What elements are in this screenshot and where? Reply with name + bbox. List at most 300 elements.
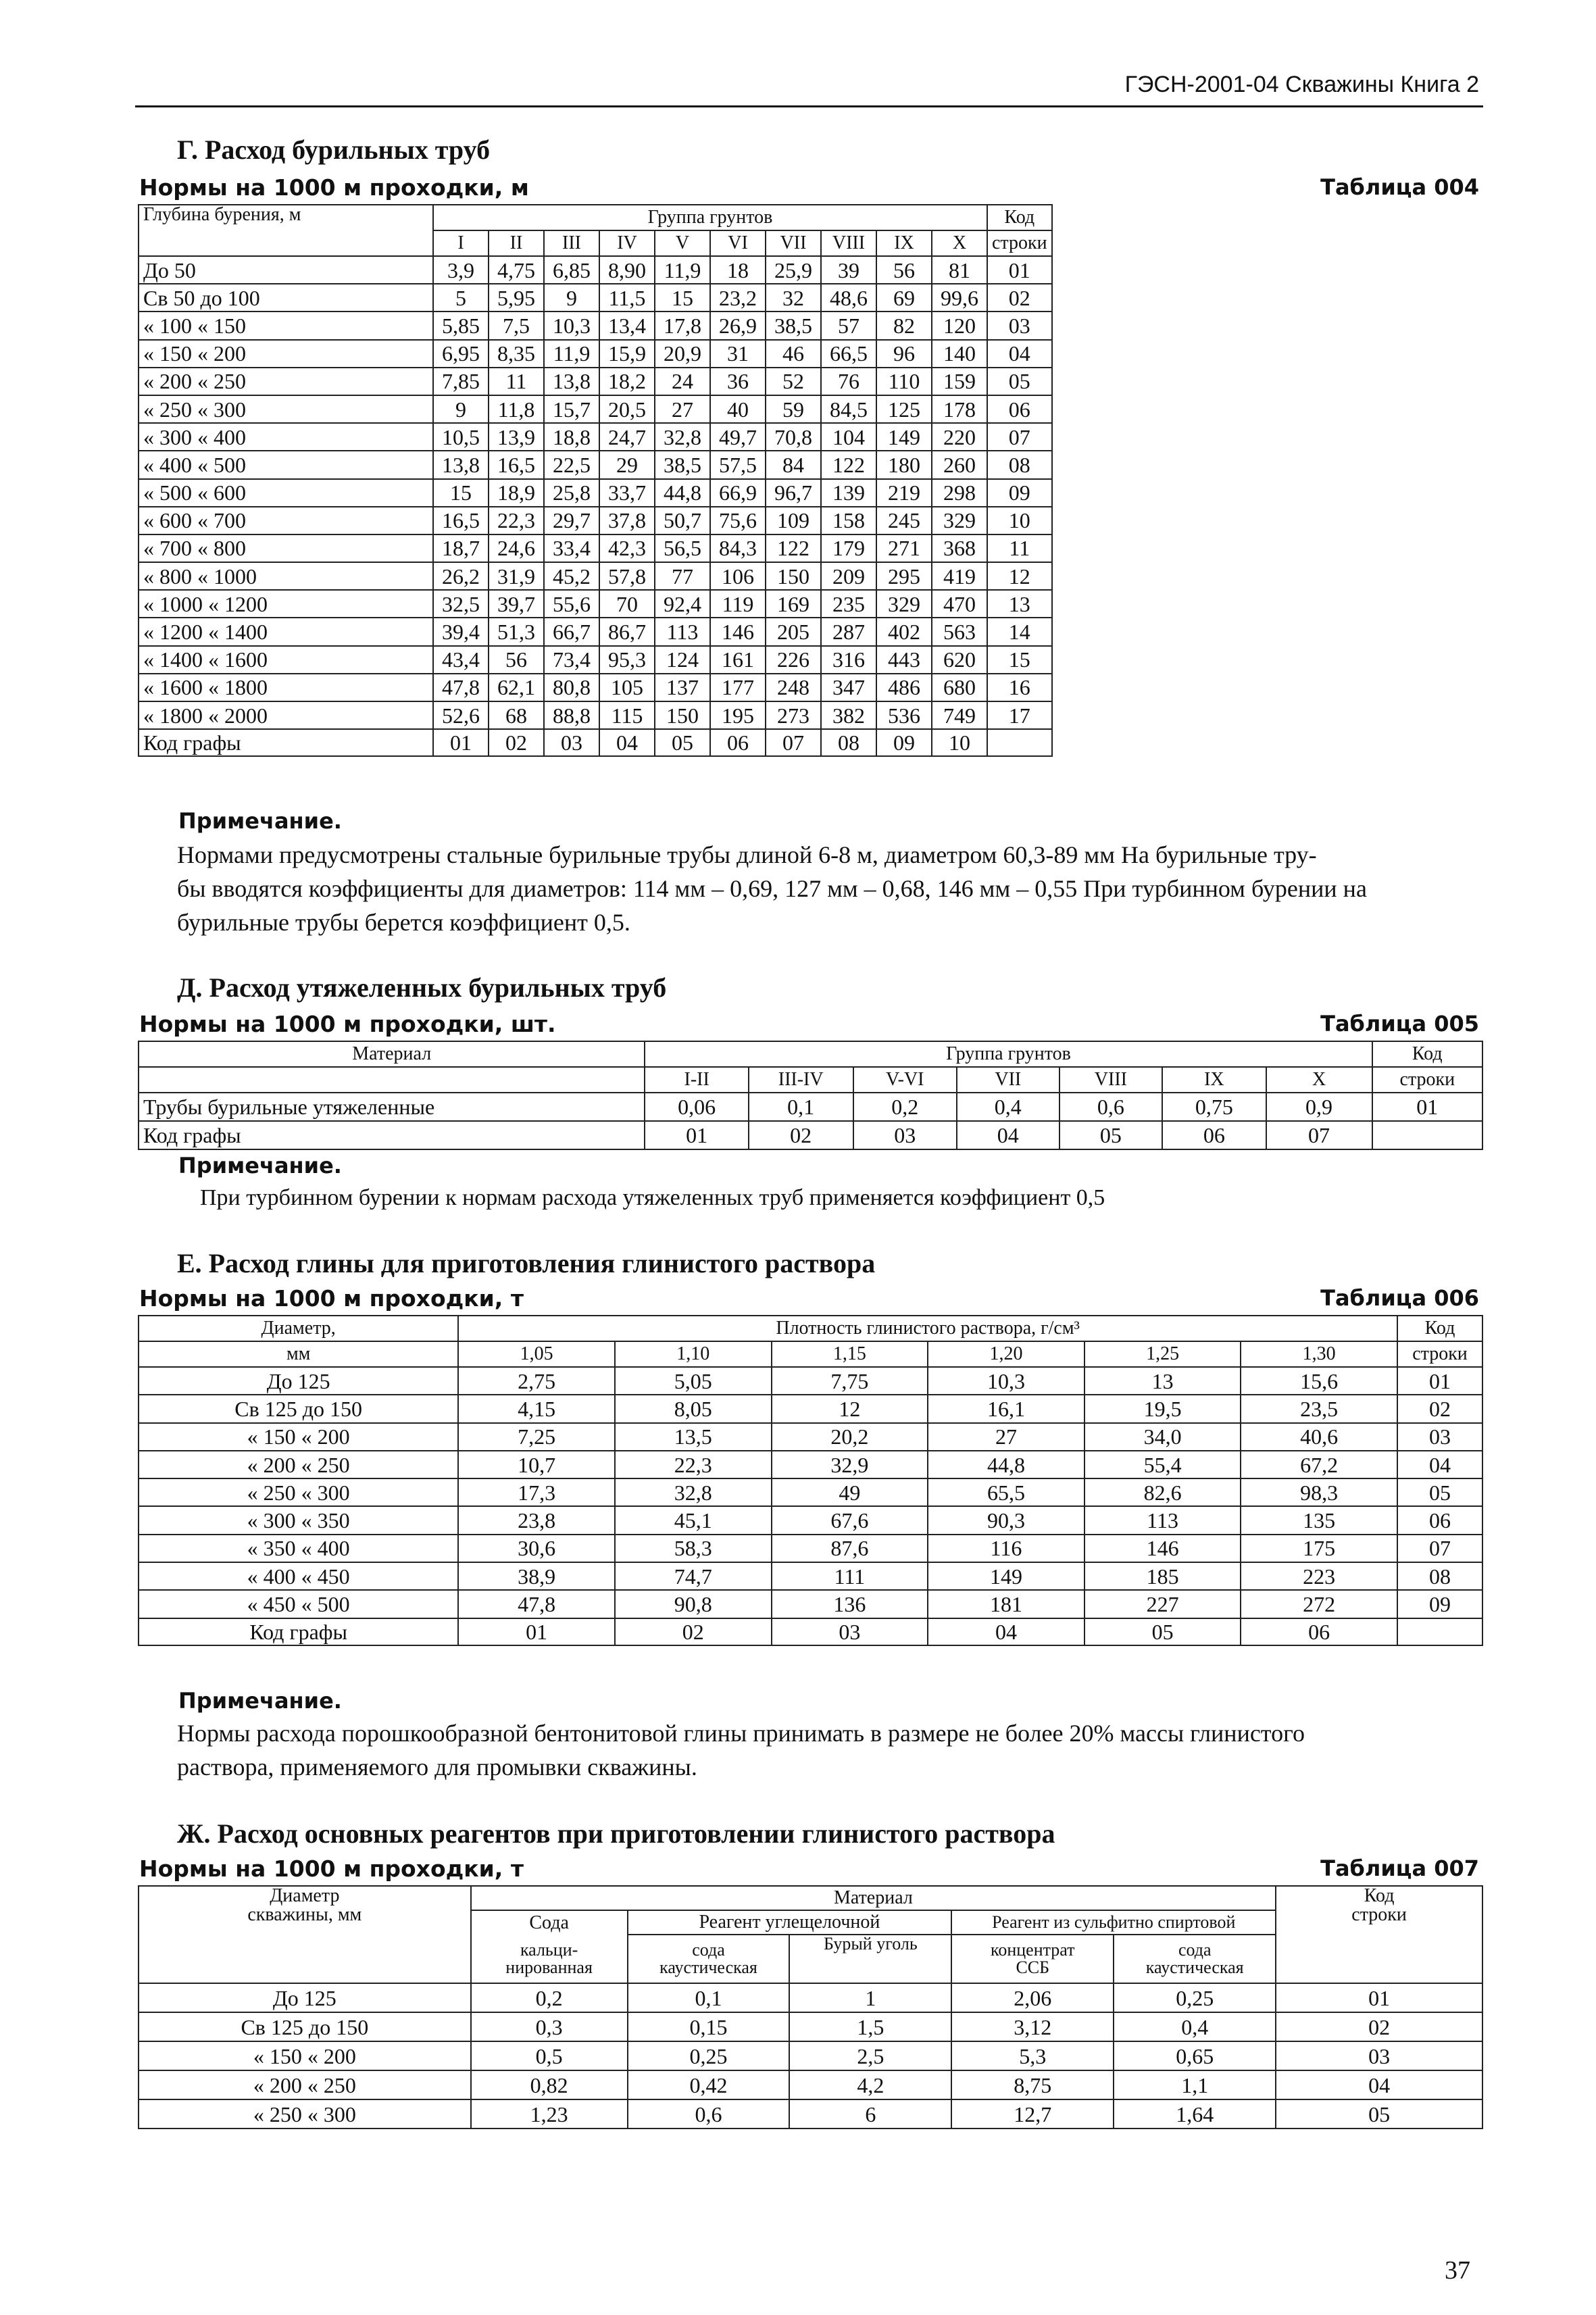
table-row xyxy=(139,1506,1482,1534)
row-label: « 150 « 200 xyxy=(139,1423,458,1451)
table-cell: 122 xyxy=(821,451,876,478)
table-row xyxy=(139,2070,1482,2099)
group-header: VI xyxy=(710,230,766,256)
table-004 xyxy=(138,204,1053,757)
table-cell: 29 xyxy=(599,451,655,478)
table-cell: 51,3 xyxy=(489,618,544,645)
column-code-row xyxy=(139,1618,1482,1645)
table-cell: 10,7 xyxy=(458,1451,615,1478)
column-code: 06 xyxy=(710,729,766,756)
table-cell: 27 xyxy=(655,395,710,423)
table-cell: 271 xyxy=(876,534,932,562)
header-cell: Диаметр, xyxy=(139,1316,458,1341)
header-cell xyxy=(1114,1935,1276,1983)
group-header: V-VI xyxy=(853,1067,957,1093)
table-cell: 82,6 xyxy=(1084,1478,1241,1506)
table-cell: 73,4 xyxy=(544,646,599,674)
table-cell: 23,5 xyxy=(1241,1395,1397,1422)
header-row xyxy=(139,1041,1482,1067)
row-label: « 300 « 400 xyxy=(139,423,433,451)
table-cell: 5 xyxy=(433,284,489,312)
table-cell: 84,3 xyxy=(710,534,766,562)
table-cell: 24,7 xyxy=(599,423,655,451)
header-cell: Группа грунтов xyxy=(645,1041,1372,1067)
table-cell: 38,5 xyxy=(766,312,821,339)
table-cell: 23,8 xyxy=(458,1506,615,1534)
group-header: III xyxy=(544,230,599,256)
table-cell: 0,25 xyxy=(628,2041,790,2070)
table-cell: 18,7 xyxy=(433,534,489,562)
row-label: « 1200 « 1400 xyxy=(139,618,433,645)
row-code: 02 xyxy=(1276,2012,1482,2041)
table-cell: 55,4 xyxy=(1084,1451,1241,1478)
table-cell: 26,9 xyxy=(710,312,766,339)
header-cell: строки xyxy=(987,230,1052,256)
table-cell: 75,6 xyxy=(710,507,766,534)
table-cell: 96,7 xyxy=(766,479,821,507)
row-code: 06 xyxy=(1397,1506,1482,1534)
table-cell: 158 xyxy=(821,507,876,534)
row-label: « 400 « 450 xyxy=(139,1562,458,1590)
table-cell: 13 xyxy=(1084,1367,1241,1395)
row-code: 09 xyxy=(1397,1590,1482,1618)
row-code: 01 xyxy=(987,256,1052,284)
table-cell: 49 xyxy=(772,1478,928,1506)
table-cell: 50,7 xyxy=(655,507,710,534)
empty-cell xyxy=(1372,1121,1482,1149)
table-row xyxy=(139,368,1052,395)
table-cell: 329 xyxy=(876,590,932,618)
empty-cell xyxy=(987,729,1052,756)
table-number: Таблица 006 xyxy=(1320,1285,1479,1311)
header-cell: Материал xyxy=(139,1041,645,1067)
header-cell: Код xyxy=(1397,1316,1482,1341)
table-cell: 0,82 xyxy=(471,2070,628,2099)
table-cell: 1,1 xyxy=(1114,2070,1276,2099)
row-code: 04 xyxy=(1397,1451,1482,1478)
table-cell: 7,25 xyxy=(458,1423,615,1451)
table-cell: 7,85 xyxy=(433,368,489,395)
table-cell: 0,4 xyxy=(1114,2012,1276,2041)
table-cell: 169 xyxy=(766,590,821,618)
table-cell: 209 xyxy=(821,562,876,590)
table-cell: 116 xyxy=(928,1535,1084,1562)
table-cell: 149 xyxy=(928,1562,1084,1590)
table-row xyxy=(139,2012,1482,2041)
row-label: « 100 « 150 xyxy=(139,312,433,339)
row-code: 17 xyxy=(987,701,1052,729)
header-cell xyxy=(951,1935,1114,1983)
table-cell: 563 xyxy=(932,618,987,645)
table-cell: 3,12 xyxy=(951,2012,1114,2041)
table-cell: 195 xyxy=(710,701,766,729)
norms-caption: Нормы на 1000 м проходки, т xyxy=(139,1285,524,1312)
row-label: « 150 « 200 xyxy=(139,340,433,368)
table-cell: 536 xyxy=(876,701,932,729)
table-cell: 67,6 xyxy=(772,1506,928,1534)
note-heading: Примечание. xyxy=(178,808,342,834)
table-cell: 382 xyxy=(821,701,876,729)
group-header: III-IV xyxy=(749,1067,853,1093)
density-header: 1,25 xyxy=(1084,1341,1241,1367)
header-cell xyxy=(471,1935,628,1983)
running-title: ГЭСН-2001-04 Скважины Книга 2 xyxy=(1124,72,1479,97)
table-cell: 90,8 xyxy=(615,1590,772,1618)
table-cell: 45,1 xyxy=(615,1506,772,1534)
table-cell: 486 xyxy=(876,674,932,701)
table-cell: 33,4 xyxy=(544,534,599,562)
row-label: « 1800 « 2000 xyxy=(139,701,433,729)
table-cell: 57 xyxy=(821,312,876,339)
table-cell: 0,2 xyxy=(471,1983,628,2012)
table-cell: 32 xyxy=(766,284,821,312)
table-cell: 31 xyxy=(710,340,766,368)
table-row xyxy=(139,562,1052,590)
table-cell: 248 xyxy=(766,674,821,701)
table-cell: 120 xyxy=(932,312,987,339)
table-cell: 680 xyxy=(932,674,987,701)
table-cell: 223 xyxy=(1241,1562,1397,1590)
table-cell: 111 xyxy=(772,1562,928,1590)
header-cell: Бурый уголь xyxy=(789,1935,951,1983)
row-label: До 125 xyxy=(139,1367,458,1395)
table-row xyxy=(139,618,1052,645)
note-heading: Примечание. xyxy=(178,1153,342,1178)
table-cell: 70 xyxy=(599,590,655,618)
header-text: ССБ xyxy=(1016,1958,1050,1977)
table-cell: 749 xyxy=(932,701,987,729)
header-cell: Код xyxy=(1372,1041,1482,1067)
table-cell: 4,15 xyxy=(458,1395,615,1422)
header-cell: Группа грунтов xyxy=(433,205,987,230)
table-cell: 0,75 xyxy=(1162,1093,1266,1121)
section-title: Ж. Расход основных реагентов при приготовлении глинистого раствора xyxy=(177,1818,1055,1849)
note-line: При турбинном бурении к нормам расхода утяжеленных труб применяется коэффициент 0,5 xyxy=(200,1185,1105,1210)
table-row xyxy=(139,2099,1482,2129)
table-row xyxy=(139,590,1052,618)
group-header: X xyxy=(932,230,987,256)
table-cell: 25,9 xyxy=(766,256,821,284)
running-header xyxy=(135,70,1483,107)
table-cell: 125 xyxy=(876,395,932,423)
column-code-label: Код графы xyxy=(139,1121,645,1149)
row-code: 04 xyxy=(1276,2070,1482,2099)
header-text: каустическая xyxy=(659,1958,757,1977)
header-cell: Глубина бурения, м xyxy=(139,205,433,256)
row-label: Св 125 до 150 xyxy=(139,1395,458,1422)
row-code: 16 xyxy=(987,674,1052,701)
header-row xyxy=(139,205,1052,230)
table-cell: 6 xyxy=(789,2099,951,2129)
table-cell: 13,9 xyxy=(489,423,544,451)
table-row xyxy=(139,1395,1482,1422)
row-label: « 150 « 200 xyxy=(139,2041,471,2070)
table-cell: 37,8 xyxy=(599,507,655,534)
table-cell: 43,4 xyxy=(433,646,489,674)
table-cell: 82 xyxy=(876,312,932,339)
row-code: 08 xyxy=(987,451,1052,478)
header-text: Диаметр xyxy=(270,1886,340,1906)
table-cell: 46 xyxy=(766,340,821,368)
note-heading: Примечание. xyxy=(178,1688,342,1714)
section-table-007 xyxy=(135,1804,1483,2156)
table-cell: 27 xyxy=(928,1423,1084,1451)
row-label: « 1000 « 1200 xyxy=(139,590,433,618)
table-cell: 67,2 xyxy=(1241,1451,1397,1478)
norms-caption: Нормы на 1000 м проходки, м xyxy=(139,174,529,201)
row-label: « 450 « 500 xyxy=(139,1590,458,1618)
table-cell: 59 xyxy=(766,395,821,423)
table-row xyxy=(139,1590,1482,1618)
section-table-006 xyxy=(135,1237,1483,1797)
table-cell: 55,6 xyxy=(544,590,599,618)
table-row xyxy=(139,1562,1482,1590)
table-cell: 77 xyxy=(655,562,710,590)
column-code: 05 xyxy=(1059,1121,1163,1149)
table-cell: 0,3 xyxy=(471,2012,628,2041)
table-cell: 8,90 xyxy=(599,256,655,284)
column-code: 08 xyxy=(821,729,876,756)
table-cell: 11,9 xyxy=(655,256,710,284)
row-code: 12 xyxy=(987,562,1052,590)
table-row xyxy=(139,256,1052,284)
row-code: 07 xyxy=(1397,1535,1482,1562)
table-cell: 220 xyxy=(932,423,987,451)
header-row xyxy=(139,1886,1482,1910)
table-cell: 0,6 xyxy=(628,2099,790,2129)
row-label: « 1400 « 1600 xyxy=(139,646,433,674)
header-cell: Код xyxy=(987,205,1052,230)
table-cell: 5,85 xyxy=(433,312,489,339)
header-cell xyxy=(139,1886,471,1983)
note-line: бурильные трубы берется коэффициент 0,5. xyxy=(177,909,630,936)
header-text: сода xyxy=(692,1940,725,1960)
header-text: строки xyxy=(1351,1904,1407,1925)
table-cell: 42,3 xyxy=(599,534,655,562)
table-cell: 95,3 xyxy=(599,646,655,674)
table-cell: 18,9 xyxy=(489,479,544,507)
table-cell: 6,95 xyxy=(433,340,489,368)
header-cell xyxy=(628,1935,790,1983)
table-cell: 92,4 xyxy=(655,590,710,618)
table-cell: 1,64 xyxy=(1114,2099,1276,2129)
column-code: 10 xyxy=(932,729,987,756)
table-cell: 11,8 xyxy=(489,395,544,423)
table-cell: 38,9 xyxy=(458,1562,615,1590)
table-cell: 0,15 xyxy=(628,2012,790,2041)
column-code: 04 xyxy=(957,1121,1059,1149)
header-cell xyxy=(1276,1886,1482,1983)
header-cell: Реагент из сульфитно спиртовой xyxy=(951,1910,1276,1935)
group-header: V xyxy=(655,230,710,256)
table-row xyxy=(139,395,1052,423)
table-cell: 161 xyxy=(710,646,766,674)
table-cell: 0,25 xyxy=(1114,1983,1276,2012)
table-cell: 9 xyxy=(433,395,489,423)
group-header: X xyxy=(1266,1067,1372,1093)
table-cell: 15,9 xyxy=(599,340,655,368)
table-cell: 124 xyxy=(655,646,710,674)
table-cell: 15 xyxy=(655,284,710,312)
header-text: кальци- xyxy=(520,1939,578,1960)
table-cell: 23,2 xyxy=(710,284,766,312)
table-cell: 272 xyxy=(1241,1590,1397,1618)
note-text xyxy=(200,1181,1477,1215)
table-007 xyxy=(138,1885,1483,2129)
table-cell: 30,6 xyxy=(458,1535,615,1562)
table-cell: 5,95 xyxy=(489,284,544,312)
row-code: 05 xyxy=(987,368,1052,395)
table-cell: 57,8 xyxy=(599,562,655,590)
table-cell: 18,8 xyxy=(544,423,599,451)
density-header: 1,10 xyxy=(615,1341,772,1367)
table-cell: 13,5 xyxy=(615,1423,772,1451)
column-code: 06 xyxy=(1241,1618,1397,1645)
row-label: « 300 « 350 xyxy=(139,1506,458,1534)
group-header: IV xyxy=(599,230,655,256)
table-cell: 38,5 xyxy=(655,451,710,478)
table-cell: 273 xyxy=(766,701,821,729)
header-cell: строки xyxy=(1372,1067,1482,1093)
table-cell: 2,75 xyxy=(458,1367,615,1395)
table-cell: 287 xyxy=(821,618,876,645)
table-cell: 99,6 xyxy=(932,284,987,312)
row-code: 15 xyxy=(987,646,1052,674)
table-cell: 0,1 xyxy=(749,1093,853,1121)
table-cell: 32,8 xyxy=(615,1478,772,1506)
table-cell: 56 xyxy=(876,256,932,284)
table-cell: 32,8 xyxy=(655,423,710,451)
table-cell: 347 xyxy=(821,674,876,701)
table-cell: 1,23 xyxy=(471,2099,628,2129)
header-cell: строки xyxy=(1397,1341,1482,1367)
group-header: VIII xyxy=(1059,1067,1163,1093)
table-cell: 419 xyxy=(932,562,987,590)
table-cell: 62,1 xyxy=(489,674,544,701)
row-code: 09 xyxy=(987,479,1052,507)
header-cell: Сода xyxy=(471,1910,628,1935)
row-label: « 250 « 300 xyxy=(139,1478,458,1506)
table-row xyxy=(139,423,1052,451)
table-cell: 57,5 xyxy=(710,451,766,478)
note-line: Нормы расхода порошкообразной бентонитовой глины принимать в размере не более 20% массы глинистого xyxy=(177,1720,1305,1747)
section-table-005 xyxy=(135,960,1483,1223)
table-cell: 105 xyxy=(599,674,655,701)
table-cell: 66,5 xyxy=(821,340,876,368)
table-cell: 17,3 xyxy=(458,1478,615,1506)
table-cell: 113 xyxy=(655,618,710,645)
group-header: I xyxy=(433,230,489,256)
row-code: 05 xyxy=(1397,1478,1482,1506)
note-text xyxy=(177,1716,1481,1784)
group-header: VIII xyxy=(821,230,876,256)
table-cell: 1 xyxy=(789,1983,951,2012)
row-label: До 125 xyxy=(139,1983,471,2012)
table-number: Таблица 004 xyxy=(1320,174,1479,200)
table-cell: 10,3 xyxy=(544,312,599,339)
table-cell: 106 xyxy=(710,562,766,590)
column-code: 03 xyxy=(544,729,599,756)
table-number: Таблица 005 xyxy=(1320,1011,1479,1037)
table-005 xyxy=(138,1041,1483,1150)
column-code: 01 xyxy=(458,1618,615,1645)
empty-cell xyxy=(139,1067,645,1093)
group-header: I-II xyxy=(645,1067,748,1093)
table-cell: 16,1 xyxy=(928,1395,1084,1422)
table-cell: 205 xyxy=(766,618,821,645)
section-title: Д. Расход утяжеленных бурильных труб xyxy=(177,972,667,1003)
row-label: « 350 « 400 xyxy=(139,1535,458,1562)
column-code-row xyxy=(139,1121,1482,1149)
table-cell: 47,8 xyxy=(458,1590,615,1618)
row-code: 07 xyxy=(987,423,1052,451)
table-cell: 122 xyxy=(766,534,821,562)
table-cell: 181 xyxy=(928,1590,1084,1618)
table-cell: 139 xyxy=(821,479,876,507)
table-cell: 84 xyxy=(766,451,821,478)
table-cell: 15,6 xyxy=(1241,1367,1397,1395)
table-cell: 178 xyxy=(932,395,987,423)
table-006 xyxy=(138,1315,1483,1646)
table-cell: 2,5 xyxy=(789,2041,951,2070)
table-cell: 298 xyxy=(932,479,987,507)
header-text: скважины, мм xyxy=(247,1904,362,1925)
table-cell: 22,5 xyxy=(544,451,599,478)
table-cell: 69 xyxy=(876,284,932,312)
table-cell: 31,9 xyxy=(489,562,544,590)
column-code: 09 xyxy=(876,729,932,756)
section-title: Е. Расход глины для приготовления глинистого раствора xyxy=(177,1248,876,1278)
table-cell: 39,7 xyxy=(489,590,544,618)
table-row xyxy=(139,451,1052,478)
table-cell: 20,9 xyxy=(655,340,710,368)
table-cell: 135 xyxy=(1241,1506,1397,1534)
table-number: Таблица 007 xyxy=(1320,1856,1479,1881)
table-cell: 3,9 xyxy=(433,256,489,284)
section-title: Г. Расход бурильных труб xyxy=(177,134,491,165)
table-cell: 6,85 xyxy=(544,256,599,284)
table-cell: 52,6 xyxy=(433,701,489,729)
table-cell: 5,3 xyxy=(951,2041,1114,2070)
table-cell: 39 xyxy=(821,256,876,284)
column-code: 06 xyxy=(1162,1121,1266,1149)
table-cell: 45,2 xyxy=(544,562,599,590)
table-cell: 0,5 xyxy=(471,2041,628,2070)
table-cell: 40 xyxy=(710,395,766,423)
table-cell: 175 xyxy=(1241,1535,1397,1562)
table-cell: 227 xyxy=(1084,1590,1241,1618)
table-row xyxy=(139,1423,1482,1451)
table-cell: 104 xyxy=(821,423,876,451)
table-cell: 66,7 xyxy=(544,618,599,645)
table-cell: 260 xyxy=(932,451,987,478)
table-cell: 329 xyxy=(932,507,987,534)
table-cell: 26,2 xyxy=(433,562,489,590)
table-cell: 12 xyxy=(772,1395,928,1422)
table-cell: 56,5 xyxy=(655,534,710,562)
norms-caption: Нормы на 1000 м проходки, шт. xyxy=(139,1011,556,1037)
table-cell: 0,06 xyxy=(645,1093,748,1121)
row-label: « 500 « 600 xyxy=(139,479,433,507)
table-row xyxy=(139,340,1052,368)
row-code: 02 xyxy=(987,284,1052,312)
table-cell: 36 xyxy=(710,368,766,395)
table-cell: 70,8 xyxy=(766,423,821,451)
table-cell: 180 xyxy=(876,451,932,478)
table-cell: 7,75 xyxy=(772,1367,928,1395)
table-cell: 13,8 xyxy=(433,451,489,478)
column-code-label: Код графы xyxy=(139,1618,458,1645)
